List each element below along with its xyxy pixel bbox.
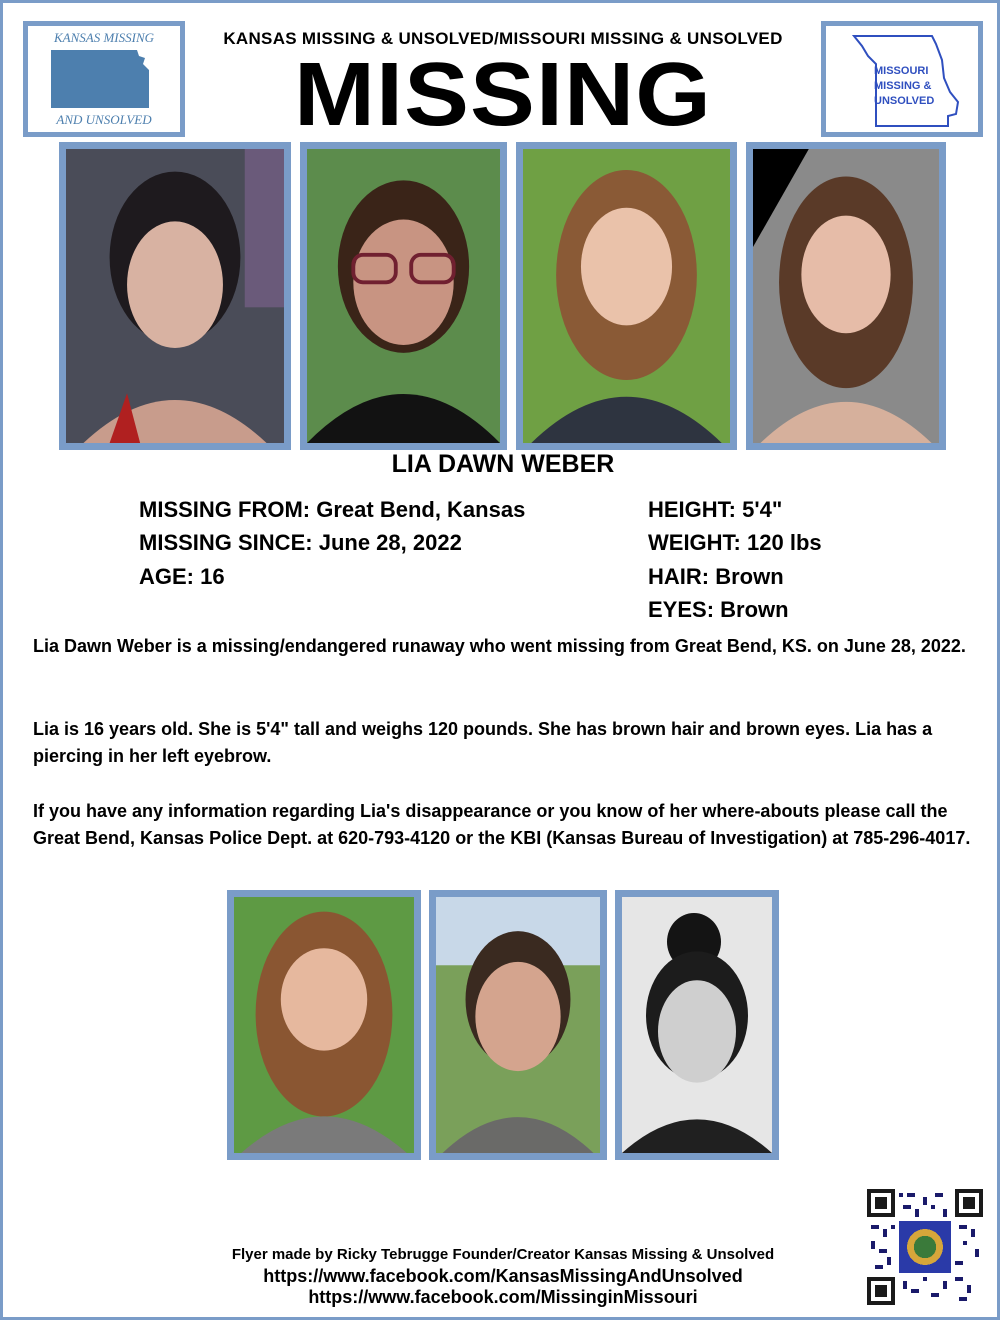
missouri-missing-logo [821, 21, 983, 137]
missing-person-name: LIA DAWN WEBER [391, 450, 615, 478]
portrait-image [523, 149, 730, 443]
detail-value: Great Bend, Kansas [316, 497, 526, 522]
detail-label: MISSING FROM: [139, 497, 311, 522]
photo-6 [429, 890, 607, 1160]
facebook-link-kansas[interactable]: https://www.facebook.com/KansasMissingAndUnsolved [263, 1266, 743, 1286]
missouri-logo-line-2: MISSING & [874, 80, 932, 92]
detail-value: Brown [720, 597, 789, 622]
detail-label: MISSING SINCE: [139, 530, 313, 555]
description-paragraph-1: Lia Dawn Weber is a missing/endangered runaway who went missing from Great Bend, KS. on June 28, 2022. [33, 636, 966, 656]
detail-label: HEIGHT: [648, 497, 736, 522]
portrait-image [66, 149, 284, 443]
portrait-image [307, 149, 500, 443]
portrait-image [436, 897, 600, 1153]
kansas-missing-logo [23, 21, 185, 137]
kansas-state-icon [49, 48, 159, 110]
detail-label: HAIR: [648, 564, 710, 589]
photo-3 [516, 142, 737, 450]
detail-label: WEIGHT: [648, 530, 741, 555]
detail-hair [648, 564, 784, 590]
qr-code-icon [867, 1189, 983, 1305]
detail-label: EYES: [648, 597, 715, 622]
detail-missing-since [139, 530, 462, 556]
missing-title: MISSING [293, 45, 712, 145]
photo-4 [746, 142, 946, 450]
photo-1 [59, 142, 291, 450]
organization-header: KANSAS MISSING & UNSOLVED/MISSOURI MISSING & UNSOLVED [223, 29, 783, 48]
detail-value: 120 lbs [747, 530, 822, 555]
photo-7 [615, 890, 779, 1160]
portrait-image [753, 149, 939, 443]
contact-paragraph: If you have any information regarding Lia's disappearance or you know of her where-abouts please call the Great Bend, Kansas Police Dept. at 620-793-4120 or the KBI (Kansas Bureau of Investigation) at 785-296-4017. [33, 801, 971, 848]
facebook-link-missouri[interactable]: https://www.facebook.com/MissinginMissouri [308, 1287, 698, 1307]
detail-value: 5'4" [742, 497, 783, 522]
detail-age [139, 564, 225, 590]
detail-label: AGE: [139, 564, 194, 589]
portrait-image [234, 897, 414, 1153]
kansas-logo-bottom-text: AND UNSOLVED [56, 112, 152, 127]
detail-eyes [648, 597, 789, 623]
detail-value: June 28, 2022 [318, 530, 462, 555]
missouri-logo-line-1: MISSOURI [874, 65, 929, 77]
photo-5 [227, 890, 421, 1160]
detail-value: Brown [715, 564, 784, 589]
photo-2 [300, 142, 507, 450]
detail-value: 16 [200, 564, 225, 589]
qr-code[interactable] [867, 1189, 983, 1305]
kansas-logo-top-text: KANSAS MISSING [53, 30, 155, 45]
detail-height [648, 497, 782, 523]
description-paragraph-2: Lia is 16 years old. She is 5'4" tall and weighs 120 pounds. She has brown hair and brown eyes. Lia has a piercing in her left eyebrow. [33, 719, 933, 766]
detail-missing-from [139, 497, 525, 523]
missouri-logo-text [874, 64, 934, 109]
portrait-image [622, 897, 772, 1153]
missouri-logo-line-3: UNSOLVED [874, 95, 935, 107]
detail-weight [648, 530, 822, 556]
flyer-credit: Flyer made by Ricky Tebrugge Founder/Creator Kansas Missing & Unsolved [231, 1246, 775, 1263]
